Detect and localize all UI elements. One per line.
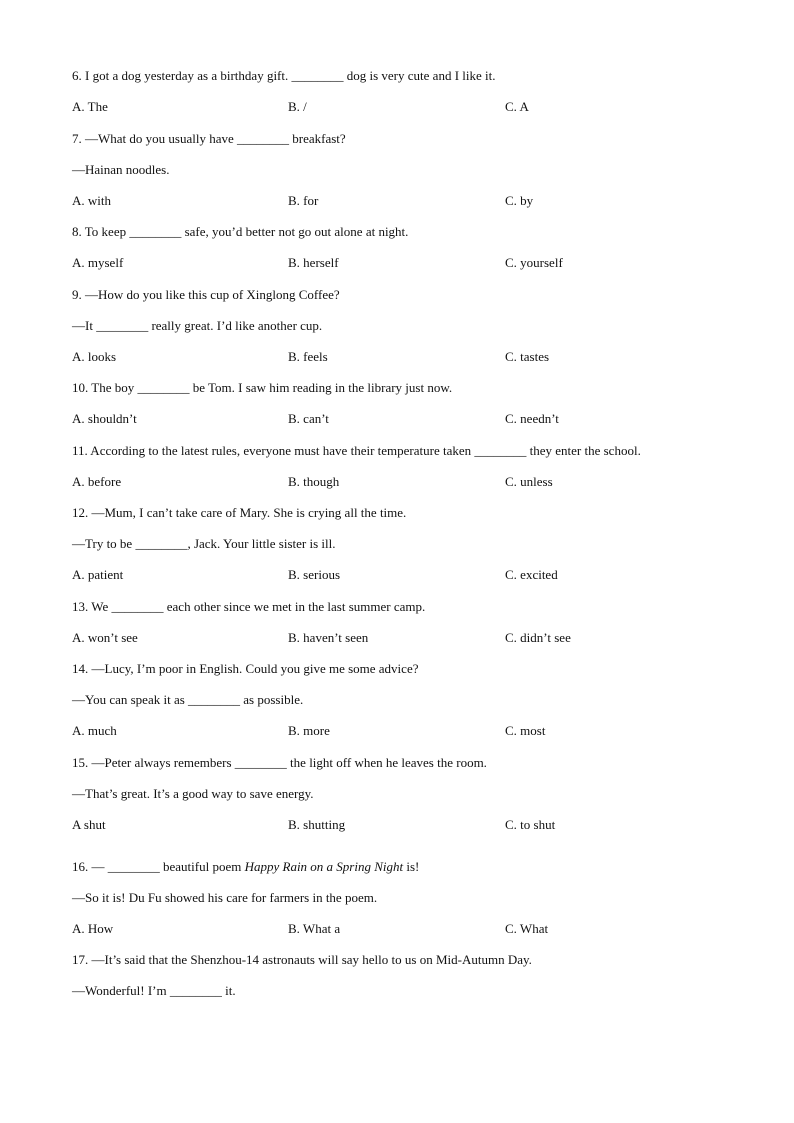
question-10-stem: 10. The boy ________ be Tom. I saw him reading in the library just now. — [72, 380, 453, 395]
question-14-option-a: A. much — [72, 723, 117, 738]
question-6-option-c: C. A — [505, 99, 529, 114]
question-10-option-b: B. can’t — [288, 411, 329, 426]
question-10-option-c: C. needn’t — [505, 411, 559, 426]
question-6-option-b: B. / — [288, 99, 307, 114]
question-8-option-b: B. herself — [288, 255, 339, 270]
question-11-stem: 11. According to the latest rules, everyone must have their temperature taken ________ they enter the school. — [72, 443, 641, 458]
question-10-option-a: A. shouldn’t — [72, 411, 137, 426]
question-13-option-a: A. won’t see — [72, 630, 138, 645]
question-14-reply: —You can speak it as ________ as possible. — [72, 692, 304, 707]
question-7-reply: —Hainan noodles. — [72, 162, 170, 177]
question-7-option-a: A. with — [72, 193, 111, 208]
question-11-option-a: A. before — [72, 474, 122, 489]
question-13-stem: 13. We ________ each other since we met in the last summer camp. — [72, 599, 426, 614]
question-15-reply: —That’s great. It’s a good way to save energy. — [72, 786, 314, 801]
question-13-option-b: B. haven’t seen — [288, 630, 369, 645]
question-16-stem-start: 16. — ________ beautiful poem — [72, 859, 245, 874]
question-16-option-b: B. What a — [288, 921, 341, 936]
question-13-option-c: C. didn’t see — [505, 630, 571, 645]
question-7-option-b: B. for — [288, 193, 319, 208]
question-12-reply: —Try to be ________, Jack. Your little sister is ill. — [72, 536, 336, 551]
question-14-stem: 14. —Lucy, I’m poor in English. Could you give me some advice? — [72, 661, 419, 676]
question-16-option-c: C. What — [505, 921, 549, 936]
question-12-option-b: B. serious — [288, 567, 340, 582]
question-12-option-a: A. patient — [72, 567, 124, 582]
question-15-option-b: B. shutting — [288, 817, 346, 832]
question-9-option-c: C. tastes — [505, 349, 550, 364]
question-11-option-b: B. though — [288, 474, 340, 489]
question-8-option-c: C. yourself — [505, 255, 563, 270]
question-6-stem: 6. I got a dog yesterday as a birthday gift. ________ dog is very cute and I like it. — [72, 68, 496, 83]
question-8-option-a: A. myself — [72, 255, 124, 270]
question-16-option-a: A. How — [72, 921, 114, 936]
question-16-stem — [72, 859, 419, 875]
question-14-option-b: B. more — [288, 723, 330, 738]
question-15-option-c: C. to shut — [505, 817, 556, 832]
question-14-option-c: C. most — [505, 723, 546, 738]
question-9-option-a: A. looks — [72, 349, 117, 364]
question-17-reply: —Wonderful! I’m ________ it. — [72, 983, 236, 998]
question-7-stem: 7. —What do you usually have ________ breakfast? — [72, 131, 346, 146]
question-16-reply: —So it is! Du Fu showed his care for farmers in the poem. — [72, 890, 378, 905]
question-16-stem-end: is! — [403, 859, 420, 874]
question-9-option-b: B. feels — [288, 349, 328, 364]
question-17-stem: 17. —It’s said that the Shenzhou-14 astronauts will say hello to us on Mid-Autumn Day. — [72, 952, 532, 967]
question-15-option-a: A shut — [72, 817, 106, 832]
question-12-stem: 12. —Mum, I can’t take care of Mary. She is crying all the time. — [72, 505, 407, 520]
question-15-stem: 15. —Peter always remembers ________ the light off when he leaves the room. — [72, 755, 487, 770]
question-8-stem: 8. To keep ________ safe, you’d better not go out alone at night. — [72, 224, 409, 239]
question-9-reply: —It ________ really great. I’d like another cup. — [72, 318, 323, 333]
question-11-option-c: C. unless — [505, 474, 553, 489]
question-12-option-c: C. excited — [505, 567, 558, 582]
question-7-option-c: C. by — [505, 193, 534, 208]
question-6-option-a: A. The — [72, 99, 108, 114]
question-9-stem: 9. —How do you like this cup of Xinglong Coffee? — [72, 287, 340, 302]
poem-title: Happy Rain on a Spring Night — [244, 859, 404, 874]
